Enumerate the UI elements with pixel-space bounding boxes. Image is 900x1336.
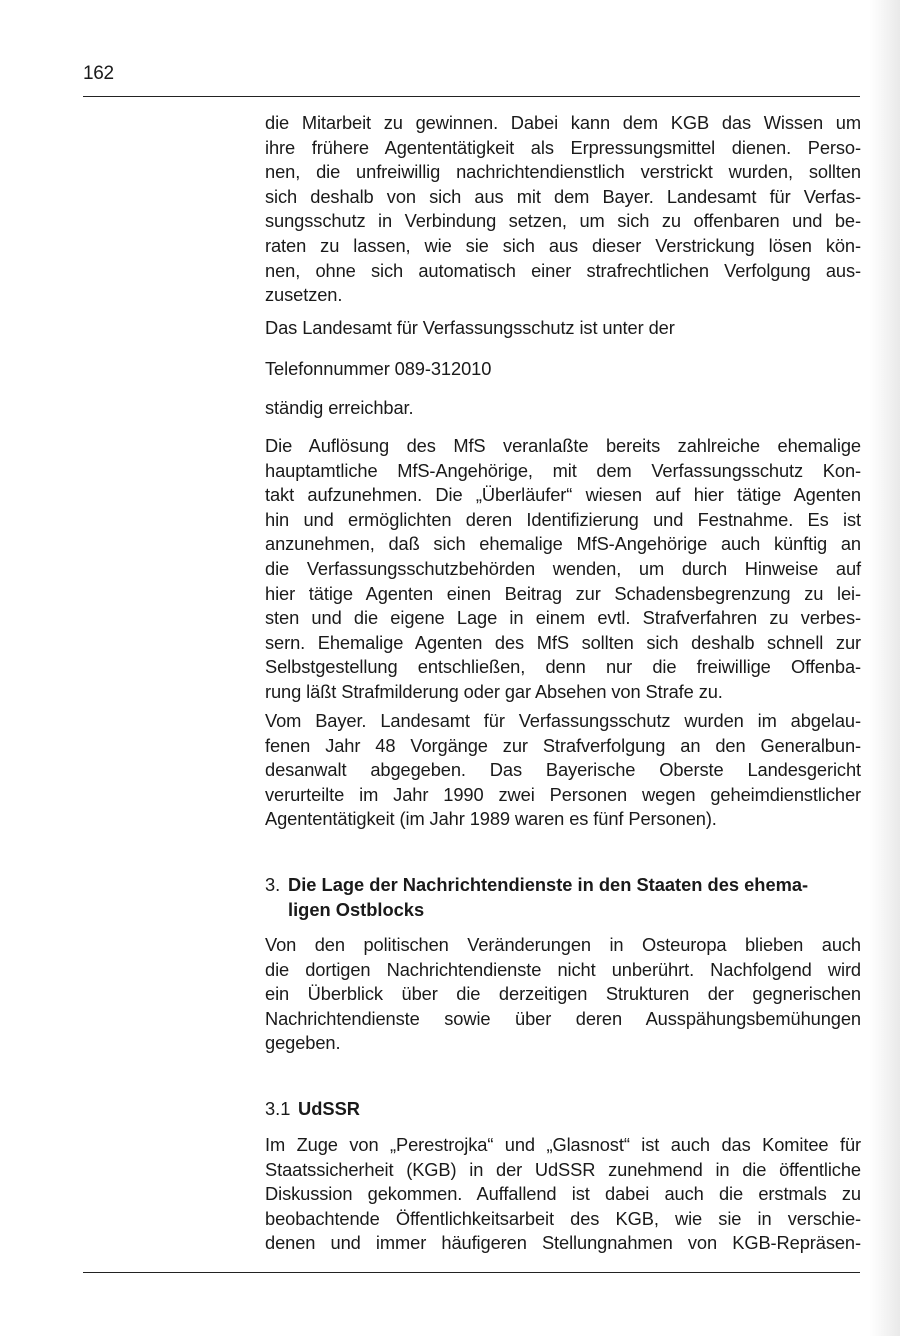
paragraph-eastern-bloc-overview <box>265 933 861 1056</box>
text-line: Vom Bayer. Landesamt für Verfassungsschutz wurden im abgelau- <box>265 710 861 731</box>
text-line: sich deshalb von sich aus mit dem Bayer. Landesamt für Verfas- <box>265 185 861 207</box>
paragraph-kgb-pressure <box>265 111 861 308</box>
text-line: Diskussion gekommen. Auffallend ist dabei auch die erstmals zu <box>265 1183 861 1205</box>
section-title-line: ligen Ostblocks <box>288 898 425 920</box>
subsection-title-line: UdSSR <box>298 1098 360 1119</box>
text-line: ein Überblick über die derzeitigen Strukturen der gegnerischen <box>265 983 861 1005</box>
paragraph-kgb-glasnost <box>265 1133 861 1256</box>
text-line: hier tätige Agenten einen Beitrag zur Schadensbegrenzung zu lei- <box>265 582 861 604</box>
paragraph-landesamt-contact <box>265 316 861 341</box>
text-line: Nachrichtendienste sowie über deren Ausspähungsbemühungen <box>265 1007 861 1029</box>
text-line: takt aufzunehmen. Die „Überläufer“ wiesen auf hier tätige Agenten <box>265 484 861 506</box>
text-line: Von den politischen Veränderungen in Osteuropa blieben auch <box>265 934 861 955</box>
header-rule <box>83 96 860 97</box>
text-line: denen und immer häufigeren Stellungnahmen von KGB-Repräsen- <box>265 1232 861 1254</box>
text-line: gegeben. <box>265 1032 341 1054</box>
paragraph-prosecutions <box>265 709 861 832</box>
text-line: verurteilte im Jahr 1990 zwei Personen wegen geheimdienstlicher <box>265 783 861 805</box>
text-line: rung läßt Strafmilderung oder gar Absehen von Strafe zu. <box>265 680 723 702</box>
text-line: beobachtende Öffentlichkeitsarbeit des KGB, wie sie in verschie- <box>265 1207 861 1229</box>
text-line: Das Landesamt für Verfassungsschutz ist unter der <box>265 317 675 338</box>
text-line: nen, die unfreiwillig nachrichtendienstlich verstrickt wurden, sollten <box>265 161 861 183</box>
text-line: anzunehmen, daß sich ehemalige MfS-Angehörige auch künftig an <box>265 533 861 555</box>
subsection-title <box>298 1097 861 1122</box>
text-line: Die Auflösung des MfS veranlaßte bereits zahlreiche ehemalige <box>265 435 861 456</box>
text-line: sten und die eigene Lage in einem evtl. Strafverfahren zu verbes- <box>265 607 861 629</box>
text-line: zusetzen. <box>265 284 343 306</box>
section-title-line: Die Lage der Nachrichtendienste in den Staaten des ehema- <box>288 874 809 895</box>
text-line: ständig erreichbar. <box>265 397 414 418</box>
text-line: Agententätigkeit (im Jahr 1989 waren es fünf Personen). <box>265 808 717 830</box>
text-line: nen, ohne sich automatisch einer strafrechtlichen Verfolgung aus- <box>265 259 861 281</box>
text-line: sern. Ehemalige Agenten des MfS sollten sich deshalb schnell zur <box>265 631 861 653</box>
text-line: raten zu lassen, wie sie sich aus dieser Verstrickung lösen kön- <box>265 234 861 256</box>
footer-rule <box>83 1272 860 1273</box>
phone-number-line: Telefonnummer 089-312010 <box>265 358 492 379</box>
page-number: 162 <box>83 63 114 84</box>
text-line: fenen Jahr 48 Vorgänge zur Strafverfolgung an den Generalbun- <box>265 734 861 756</box>
paragraph-reachable <box>265 396 861 421</box>
subsection-number: 3.1 <box>265 1098 291 1119</box>
paragraph-mfs-dissolution <box>265 434 861 705</box>
text-line: sungsschutz in Verbindung setzen, um sich zu offenbaren und be- <box>265 210 861 232</box>
text-line: Im Zuge von „Perestrojka“ und „Glasnost“ ist auch das Komitee für <box>265 1134 861 1155</box>
text-line: die Verfassungsschutzbehörden wenden, um durch Hinweise auf <box>265 557 861 579</box>
text-line: desanwalt abgegeben. Das Bayerische Oberste Landesgericht <box>265 759 861 781</box>
paragraph-phone-number <box>265 357 861 382</box>
section-number: 3. <box>265 874 281 895</box>
subsection-heading <box>265 1097 861 1122</box>
section-heading <box>265 873 861 922</box>
text-line: hin und ermöglichten deren Identifizierung und Festnahme. Es ist <box>265 508 861 530</box>
text-line: die dortigen Nachrichtendienste nicht unberührt. Nachfolgend wird <box>265 958 861 980</box>
text-line: die Mitarbeit zu gewinnen. Dabei kann dem KGB das Wissen um <box>265 112 861 133</box>
text-line: hauptamtliche MfS-Angehörige, mit dem Verfassungsschutz Kon- <box>265 459 861 481</box>
page-edge-shadow <box>870 0 900 1336</box>
text-line: ihre frühere Agententätigkeit als Erpressungsmittel dienen. Perso- <box>265 136 861 158</box>
section-title <box>288 873 861 922</box>
text-line: Selbstgestellung entschließen, denn nur die freiwillige Offenba- <box>265 656 861 678</box>
text-line: Staatssicherheit (KGB) in der UdSSR zunehmend in die öffentliche <box>265 1158 861 1180</box>
